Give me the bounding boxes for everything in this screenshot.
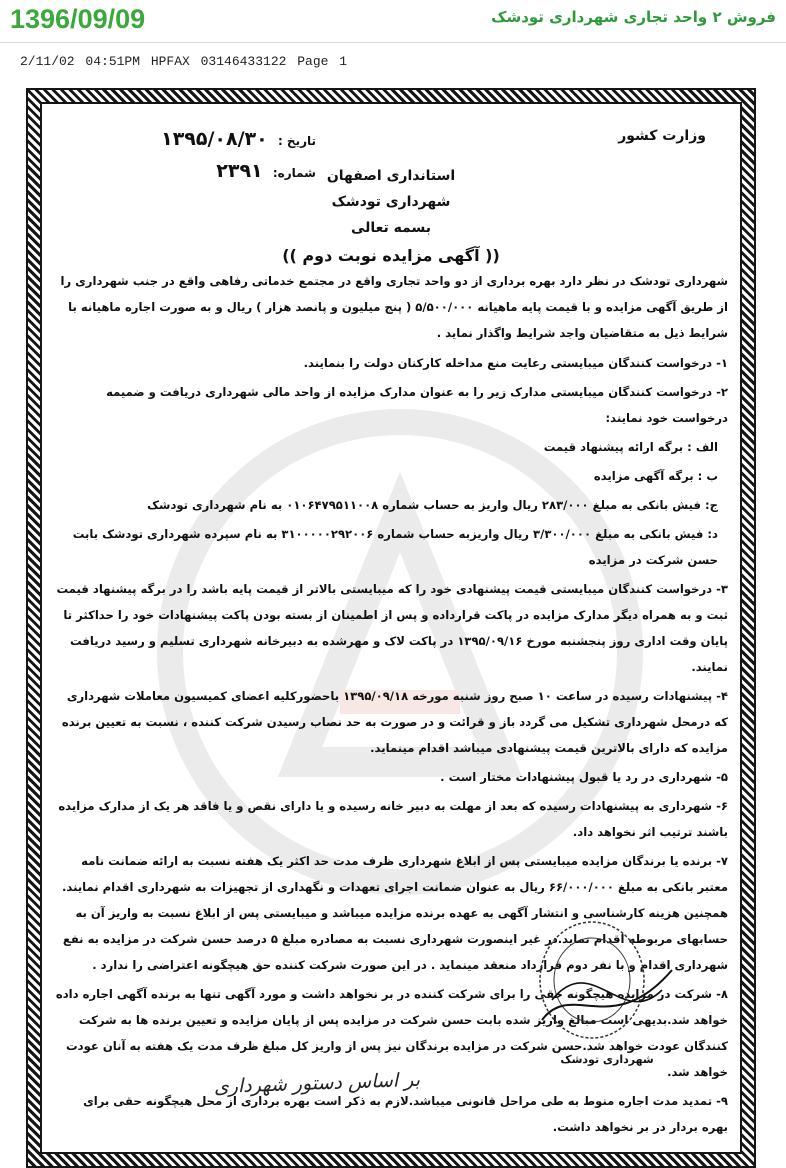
auction-title: (( آگهی مزایده نوبت دوم )) [282, 246, 500, 265]
publication-date: 1396/09/09 [10, 4, 146, 34]
handwritten-note: بر اساس دستور شهرداری [213, 1068, 421, 1098]
clause-2: ۲- درخواست کنندگان میبایستی مدارک زیر را به عنوان مدارک مزایده از واحد مالی شهرداری دریافت و ضمیمه درخواست خود نمایند: [106, 385, 728, 425]
number-value: ۲۳۹۱ [216, 160, 263, 182]
clause-6: ۶- شهرداری به پیشنهادات رسیده که بعد از مهلت به دبیر خانه رسیده و یا دارای نقص و یا فاقد هر یک از مدارک مزایده باشند ترتیب اثر نخواهد داد. [58, 799, 728, 839]
clause-9: ۹- تمدید مدت اجاره منوط به طی مراحل قانونی میباشد.لازم به ذکر است بهره برداری از محل هیچگونه حقی برای بهره بردار در بر نخواهد داشت. [83, 1094, 728, 1134]
page-topbar [0, 0, 786, 43]
province-name: استانداری اصفهان [326, 168, 456, 184]
municipality-name: شهرداری تودشک [331, 194, 451, 210]
letterhead [506, 128, 706, 158]
sub-item-c: ج: فیش بانکی به مبلغ ۲۸۳/۰۰۰ ریال واریز به حساب شماره ۰۱۰۶۴۷۹۵۱۱۰۰۸ به نام شهرداری تودشک [147, 498, 718, 512]
number-label: شماره: [272, 166, 316, 180]
sub-item-d: د: فیش بانکی به مبلغ ۳/۳۰۰/۰۰۰ ریال واریزبه حساب شماره ۳۱۰۰۰۰۰۲۹۲۰۰۶ به نام سپرده شهرداری تودشک بابت حسن شرکت در مزایده [72, 527, 718, 567]
seal-signature-icon [532, 910, 682, 1050]
intro-paragraph: شهرداری تودشک در نظر دارد بهره برداری از دو واحد تجاری واقع در مجتمع خدماتی رفاهی واقع در جنب شهرداری را از طریق آگهی مزایده و با قیمت پایه ماهیانه ۵/۵۰۰/۰۰۰ ( پنج میلیون و پانصد هزار ) ریال و به صورت اجاره ماهیانه با شرایط ذیل به متقاضیان واجد شرایط واگذار نماید . [60, 274, 728, 340]
clause-5: ۵- شهرداری در رد یا قبول پیشنهادات مختار است . [440, 770, 728, 784]
date-label: تاریخ : [277, 134, 316, 148]
seal-caption: شهرداری تودشک [560, 1053, 654, 1066]
page-title: فروش ۲ واحد تجاری شهرداری تودشک [491, 8, 776, 26]
fax-header-line: 2/11/02 04:51PM HPFAX 03146433122 Page 1 [20, 54, 348, 69]
sub-item-a: الف : برگه ارائه پیشنهاد قیمت [543, 440, 718, 454]
document-content [40, 102, 742, 1154]
ministry-name: وزارت کشور [618, 128, 706, 144]
official-seal [532, 910, 682, 1080]
date-value: ۱۳۹۵/۰۸/۳۰ [161, 128, 268, 150]
sub-item-b: ب : برگه آگهی مزایده [593, 469, 718, 483]
clause-7: ۷- برنده یا برندگان مزایده میبایستی پس از ابلاغ شهرداری ظرف مدت حد اکثر یک هفته نسبت به ارائه ضمانت نامه معتبر بانکی به مبلغ ۶۶/۰۰۰/۰۰۰ ریال به عنوان ضمانت اجرای تعهدات و نگهداری از تجهیزات به شهرداری اقدام نمایند. همچنین هزینه کارشناسی و انتشار آگهی به عهده برنده مزایده میباشد و میبایستی پس از ابلاغ نسبت به واریز آن به حسابهای مربوطه اقدام نماید.در غیر اینصورت شهرداری نسبت به مصادره مبلغ ۵ درصد حسن شرکت در مزایده به نفع شهرداری اقدام و با نفر دوم قرارداد منعقد مینماید . در این صورت شرکت کننده حق هیچگونه اعتراضی را ندارد . [61, 854, 728, 972]
letter-heading [40, 168, 742, 275]
clause-4: ۴- پیشنهادات رسیده در ساعت ۱۰ صبح روز شنبه مورخه ۱۳۹۵/۰۹/۱۸ باحضورکلیه اعضای کمیسیون معاملات شهرداری که درمحل شهرداری تشکیل می گردد باز و قرائت و در صورت به حد نصاب رسیدن شرکت کننده ، نسبت به تعیین برنده مزایده که دارای بالاترین قیمت پیشنهادی میباشد اقدام مینماید. [61, 689, 728, 755]
date-row [76, 128, 316, 150]
clause-8: ۸- شرکت در مزایده هیچگونه حقی را برای شرکت کننده در بر نخواهد داشت و مورد آگهی تنها به برنده آگهی اجاره داده خواهد شد.بدیهی است مبالغ واریز شده بابت حسن شرکت در مزایده پس از پایان مزایده و تعیین برنده ها به شرکت کنندگان عودت خواهد شد.حسن شرکت در مزایده برندگان نیز پس از واریز کل مبلغ ظرف مدت یک هفته به آنان عودت خواهد شد. [55, 987, 728, 1079]
bismillah: بسمه تعالی [350, 220, 432, 236]
clause-1: ۱- درخواست کنندگان میبایستی رعایت منع مداخله کارکنان دولت را بنمایند. [303, 356, 728, 370]
document-frame [26, 88, 756, 1168]
clause-3: ۳- درخواست کنندگان میبایستی قیمت پیشنهادی خود را که میبایستی بالاتر از قیمت پایه باشد را در برگه پیشنهاد قیمت ثبت و به همراه دیگر مدارک مزایده در پاکت قرارداده و پس از اطمینان از بسته بودن پاکت پیشنهادات خود را حداکثر تا پایان وقت اداری روز پنجشنبه مورخ ۱۳۹۵/۰۹/۱۶ در پاکت لاک و مهرشده به دبیرخانه شهرداری تسلیم و رسید دریافت نمایند. [56, 582, 728, 674]
